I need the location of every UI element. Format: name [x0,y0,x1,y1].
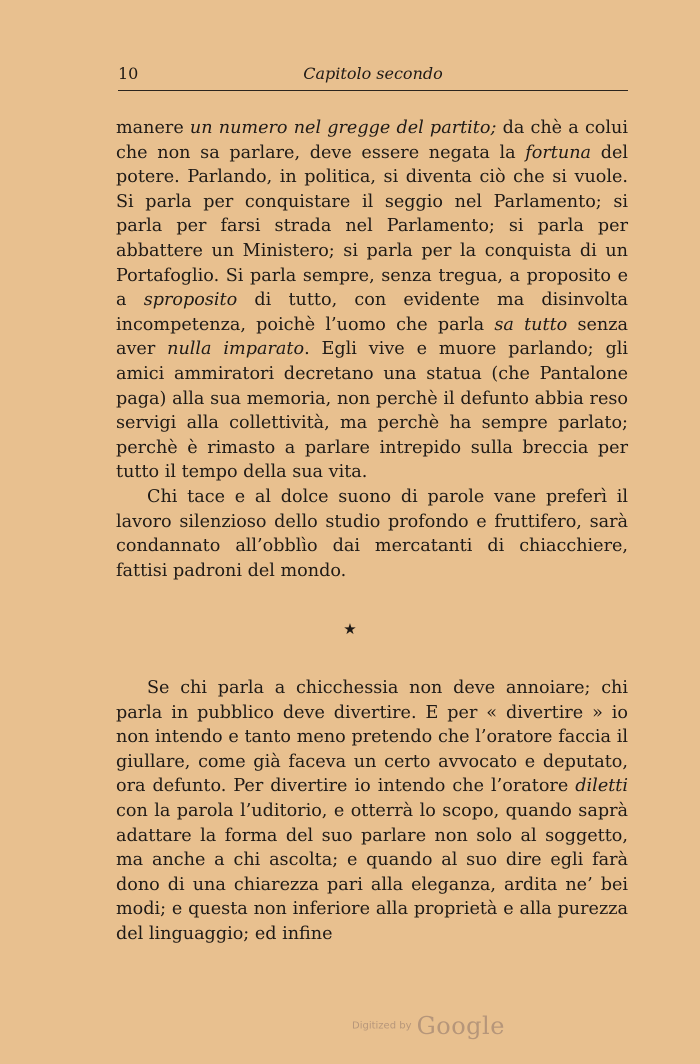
body-text-bottom [116,676,628,947]
text-run: Se chi parla a chicchessia non deve annoiare; chi parla in pubblico deve divertire. E per « divertire » io non intendo e tanto meno pretendo che l’oratore faccia il giullare, come già faceva un certo avvocato e deputato, ora defunto. Per divertire io intendo che l’oratore [116,678,628,797]
running-title: Capitolo secondo [303,64,443,83]
text-run: del potere. Parlando, in politica, si diventa ciò che si vuole. Si parla per conquistare il seggio nel Parlamento; si parla per farsi strada nel Parlamento; si parla per abbattere un Ministero; si parla per la conquista di un Portafoglio. Si parla sempre, senza tregua, a proposito e a [116,142,628,311]
digitized-watermark [352,1012,505,1042]
italic-run: un numero nel gregge del partito; [189,118,497,138]
italic-run: diletti [575,776,628,797]
google-watermark: Google [416,1012,505,1040]
italic-run: sproposito [143,290,238,311]
text-run: con la parola l’uditorio, e otterrà lo scopo, quando saprà adattare la forma del suo parlare non solo al soggetto, ma anche a chi ascolta; e quando al suo dire egli farà dono di una chiarezza pari alla eleganza, ardita ne’ bei modi; e questa non inferiore alla proprietà e alla purezza del linguaggio; ed infine [116,800,628,944]
italic-run: fortuna [525,142,592,163]
italic-run: sa tutto [494,314,568,335]
page-number: 10 [118,64,139,83]
digitized-by-label: Digitized by [352,1020,412,1032]
paragraph-2: Chi tace e al dolce suono di parole vane preferì il lavoro silenzioso dello studio profondo e fruttifero, sarà condannato all’obblìo dai mercatanti di chiacchiere, fattisi padroni del mondo. [116,486,628,581]
section-separator-star: ★ [343,620,357,638]
italic-run: nulla imparato [167,339,305,360]
paragraph-3 [116,676,628,947]
text-run: manere [116,118,190,138]
text-run: da chè a colui che non sa parlare, deve essere negata la [116,118,628,163]
header-rule [118,90,628,91]
body-text-top [116,116,628,583]
paragraph-1 [116,116,628,485]
text-run: di tutto, con evidente ma disinvolta incompetenza, poichè l’uomo che parla [116,290,628,335]
text-run: . Egli vive e muore parlando; gli amici ammiratori decretano una statua (che Pantalone paga) alla sua memoria, non perchè il defunto abbia reso servigi alla collettività, ma perchè ha sempre parlato; perchè è rimasto a parlare intrepido sulla breccia per tutto il tempo della sua vita. [116,339,628,483]
page-header [118,64,628,88]
text-run: senza aver [116,314,628,360]
